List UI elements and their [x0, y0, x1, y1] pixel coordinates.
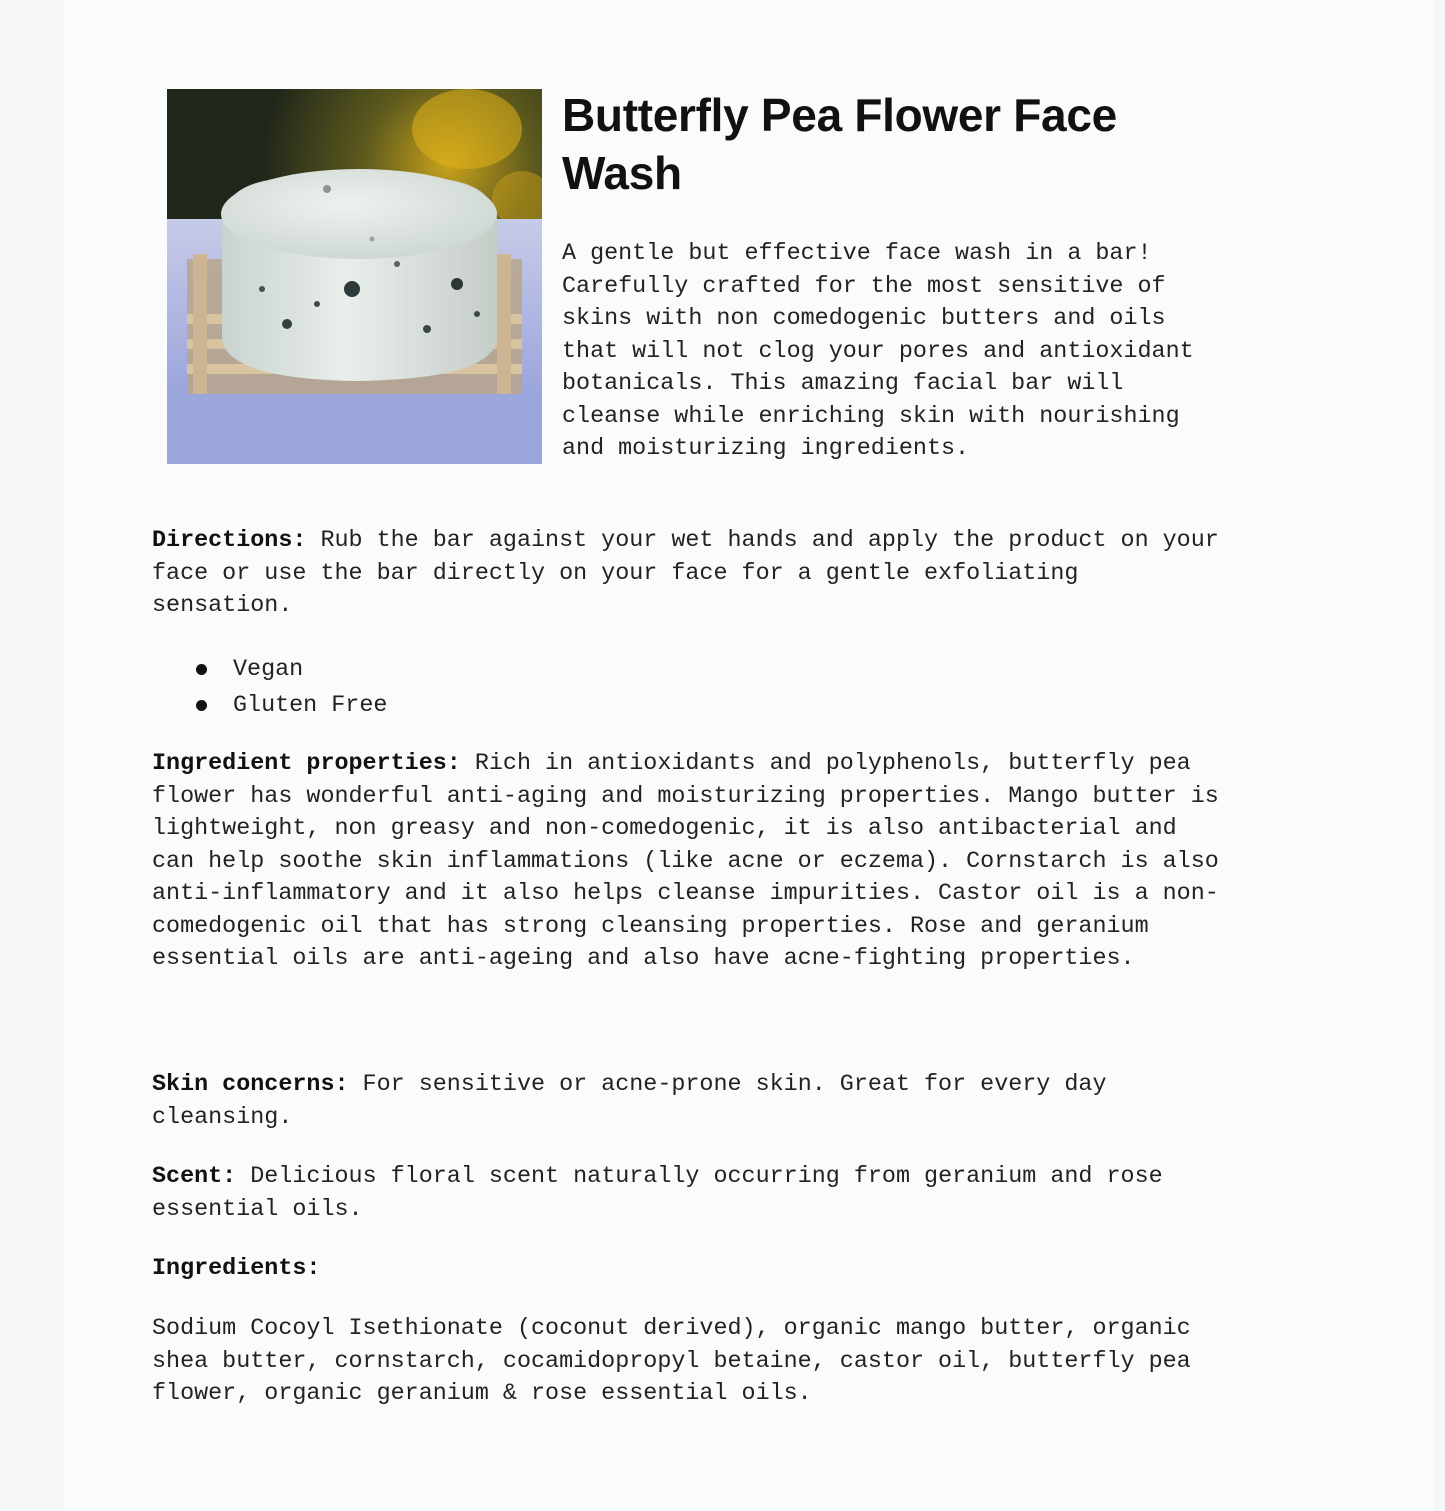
soap-bar-illustration — [167, 89, 542, 464]
list-item — [152, 690, 387, 726]
ingredient-properties-label: Ingredient properties: — [152, 751, 461, 777]
ingredients-list-text: Sodium Cocoyl Isethionate (coconut derived), organic mango butter, organic shea butter, cornstarch, cocamidopropyl betaine, castor oil, butterfly pea flower, organic geranium & rose essential oils. — [152, 1316, 1191, 1407]
bullet-icon — [196, 664, 207, 675]
skin-concerns-label: Skin concerns: — [152, 1072, 349, 1098]
feature-label: Gluten Free — [233, 693, 388, 719]
directions-label: Directions: — [152, 528, 307, 554]
bullet-icon — [196, 700, 207, 711]
skin-concerns-paragraph — [152, 1069, 1232, 1134]
product-image — [167, 89, 542, 464]
product-description: A gentle but effective face wash in a bar! Carefully crafted for the most sensitive of skins with non comedogenic butters and oils that will not clog your pores and antioxidant botanicals. This amazing facial bar will cleanse while enriching skin with nourishing and moisturizing ingredients. — [562, 241, 1194, 462]
list-item — [152, 654, 387, 690]
skin-concerns-text: For sensitive or acne-prone skin. Great for every day cleansing. — [152, 1072, 1107, 1131]
scent-paragraph — [152, 1161, 1232, 1226]
ingredients-heading — [152, 1253, 1232, 1286]
directions-text: Rub the bar against your wet hands and apply the product on your face or use the bar directly on your face for a gentle exfoliating sensation. — [152, 528, 1219, 619]
product-title: Butterfly Pea Flower Face Wash — [562, 89, 1117, 199]
feature-label: Vegan — [233, 657, 304, 683]
features-list — [152, 654, 387, 726]
ingredients-label: Ingredients: — [152, 1256, 321, 1282]
directions-paragraph — [152, 525, 1232, 623]
scent-label: Scent: — [152, 1164, 237, 1190]
ingredient-properties-paragraph — [152, 748, 1232, 976]
ingredient-properties-text: Rich in antioxidants and polyphenols, butterfly pea flower has wonderful anti-aging and moisturizing properties. Mango butter is lightweight, non greasy and non-comedogenic, it is also antibacterial and can help soothe skin inflammations (like acne or eczema). Cornstarch is also anti-inflammatory and it also helps cleanse impurities. Castor oil is a non-comedogenic oil that has strong cleansing properties. Rose and geranium essential oils are anti-ageing and also have acne-fighting properties. — [152, 751, 1219, 972]
scent-text: Delicious floral scent naturally occurring from geranium and rose essential oils. — [152, 1164, 1163, 1223]
